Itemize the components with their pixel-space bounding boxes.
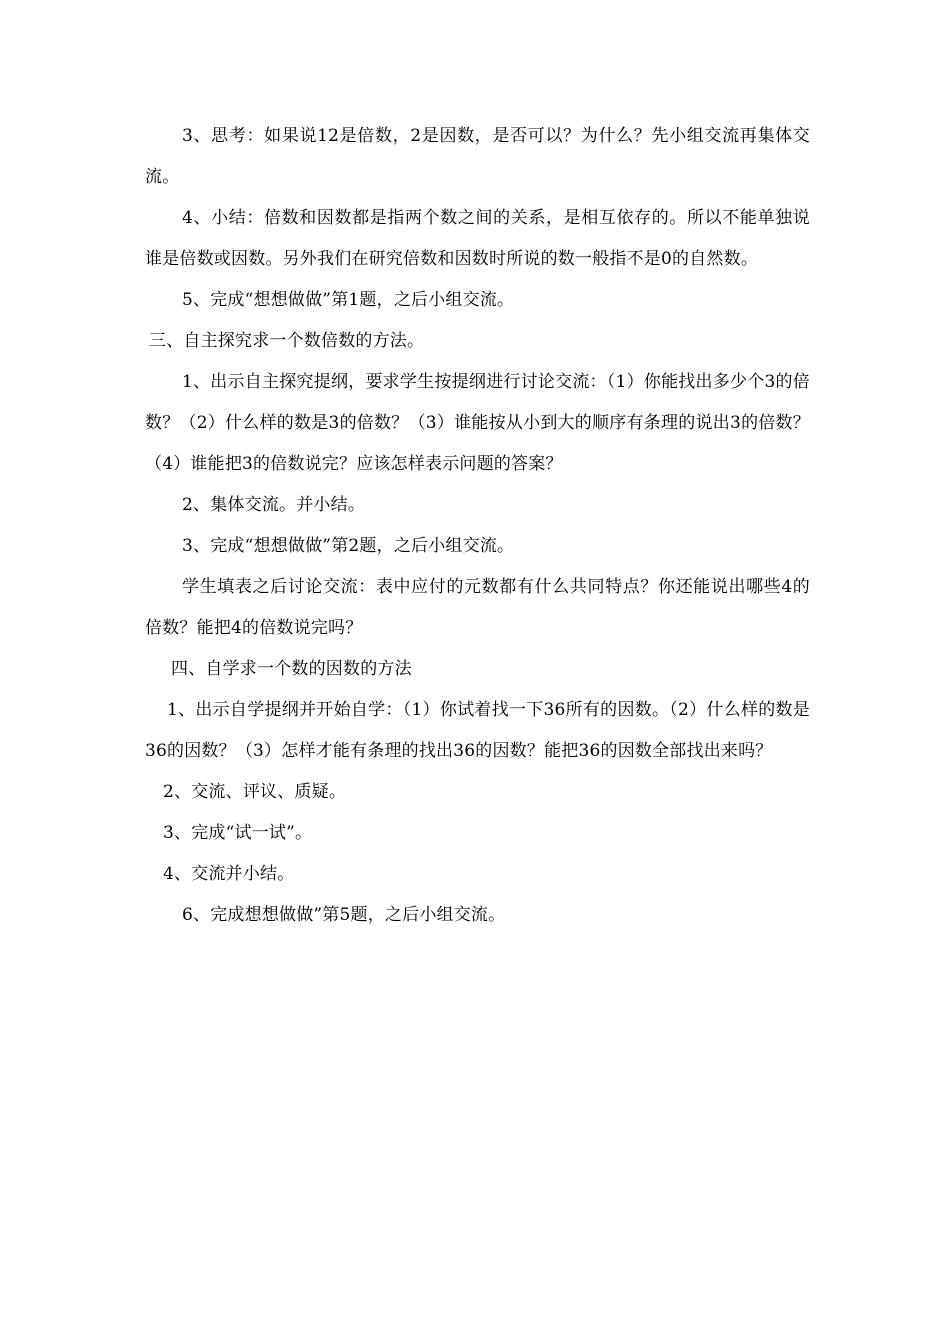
section-heading-3: 三、自主探究求一个数倍数的方法。	[149, 331, 425, 351]
paragraph-summary: 4、小结：倍数和因数都是指两个数之间的关系，是相互依存的。所以不能单独说谁是倍数或因数。另外我们在研究倍数和因数时所说的数一般指不是0的自然数。	[145, 208, 810, 269]
paragraph-think-question: 3、思考：如果说12是倍数，2是因数，是否可以？为什么？先小组交流再集体交流。	[145, 126, 810, 187]
paragraph-fill-table: 学生填表之后讨论交流：表中应付的元数都有什么共同特点？你还能说出哪些4的倍数？能把4的倍数说完吗？	[145, 577, 810, 638]
paragraph-exchange-summary: 4、交流并小结。	[163, 864, 295, 884]
paragraph-exercise-1: 5、完成“想想做做”第1题，之后小组交流。	[182, 290, 515, 310]
document-body	[145, 116, 810, 936]
paragraph-exercise-5: 6、完成想想做做”第5题，之后小组交流。	[182, 905, 506, 925]
paragraph-exercise-2: 3、完成“想想做做”第2题，之后小组交流。	[182, 536, 515, 556]
paragraph-group-exchange: 2、集体交流。并小结。	[182, 495, 366, 515]
paragraph-self-study-outline: 1、出示自学提纲并开始自学：（1）你试着找一下36所有的因数。（2）什么样的数是36的因数？（3）怎样才能有条理的找出36的因数？能把36的因数全部找出来吗？	[145, 700, 810, 761]
section-heading-4: 四、自学求一个数的因数的方法	[171, 659, 412, 679]
paragraph-explore-outline: 1、出示自主探究提纲，要求学生按提纲进行讨论交流：（1）你能找出多少个3的倍数？（2）什么样的数是3的倍数？（3）谁能按从小到大的顺序有条理的说出3的倍数？（4）谁能把3的倍数说完？应该怎样表示问题的答案？	[145, 372, 810, 474]
paragraph-try-it: 3、完成“试一试”。	[163, 823, 313, 843]
paragraph-discuss: 2、交流、评议、质疑。	[163, 782, 347, 802]
